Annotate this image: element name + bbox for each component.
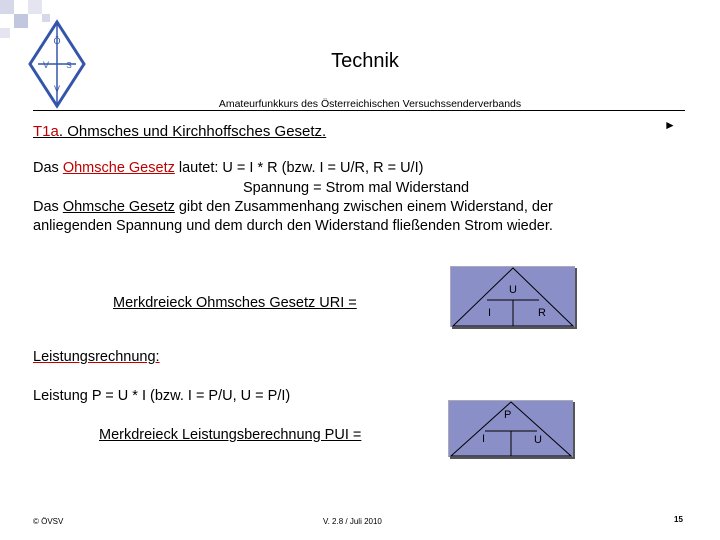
triangle-caption-ohm: Merkdreieck Ohmsches Gesetz URI = xyxy=(113,295,357,311)
section-heading-ohm xyxy=(33,123,326,140)
ohm-law-link[interactable]: Ohmsche Gesetz xyxy=(62,160,175,176)
footer-version: V. 2.8 / Juli 2010 xyxy=(323,517,382,526)
svg-text:V: V xyxy=(53,84,61,94)
triangle-right-u: U xyxy=(534,434,542,446)
ohm-triangle xyxy=(450,266,575,327)
footer-copyright: © ÖVSV xyxy=(33,517,64,526)
ovsv-logo xyxy=(22,18,92,110)
page-number: 15 xyxy=(674,515,683,524)
body-line-1-rest: lautet: U = I * R (bzw. I = U/R, R = U/I) xyxy=(174,160,424,176)
page-title: Technik xyxy=(331,50,399,72)
triangle-right-r: R xyxy=(538,307,546,319)
svg-text:V: V xyxy=(42,60,50,70)
page-subtitle: Amateurfunkkurs des Österreichischen Versuchssenderverbands xyxy=(218,98,522,110)
ohm-law-link-2[interactable]: Ohmsche Gesetz xyxy=(62,199,175,215)
body-line-4: anliegenden Spannung und dem durch den Widerstand fließenden Strom wieder. xyxy=(33,218,553,234)
triangle-left-i: I xyxy=(488,307,492,319)
power-triangle xyxy=(448,400,573,457)
body-line-1-prefix: Das xyxy=(33,160,63,176)
play-icon[interactable]: ► xyxy=(664,118,676,132)
body-line-3 xyxy=(33,199,553,215)
section-heading-text: . Ohmsches und Kirchhoffsches Gesetz. xyxy=(58,123,327,140)
body-line-2: Spannung = Strom mal Widerstand xyxy=(243,180,470,196)
section-code[interactable]: T1a xyxy=(33,123,59,140)
svg-text:Ö: Ö xyxy=(53,36,61,46)
svg-text:S: S xyxy=(66,61,72,70)
triangle-top-u: U xyxy=(509,284,517,296)
triangle-caption-power: Merkdreieck Leistungsberechnung PUI = xyxy=(99,427,362,443)
power-formula: Leistung P = U * I (bzw. I = P/U, U = P/I) xyxy=(33,388,291,404)
body-line-3-prefix: Das xyxy=(33,199,63,215)
body-line-3-rest: gibt den Zusammenhang zwischen einem Widerstand, der xyxy=(174,199,553,215)
body-line-1 xyxy=(33,160,423,176)
header-divider xyxy=(33,110,685,111)
section-heading-power: Leistungsrechnung: xyxy=(33,349,160,365)
triangle-left-i-2: I xyxy=(482,433,486,445)
triangle-top-p: P xyxy=(504,409,512,421)
ohm-triangle-shape xyxy=(451,267,575,327)
